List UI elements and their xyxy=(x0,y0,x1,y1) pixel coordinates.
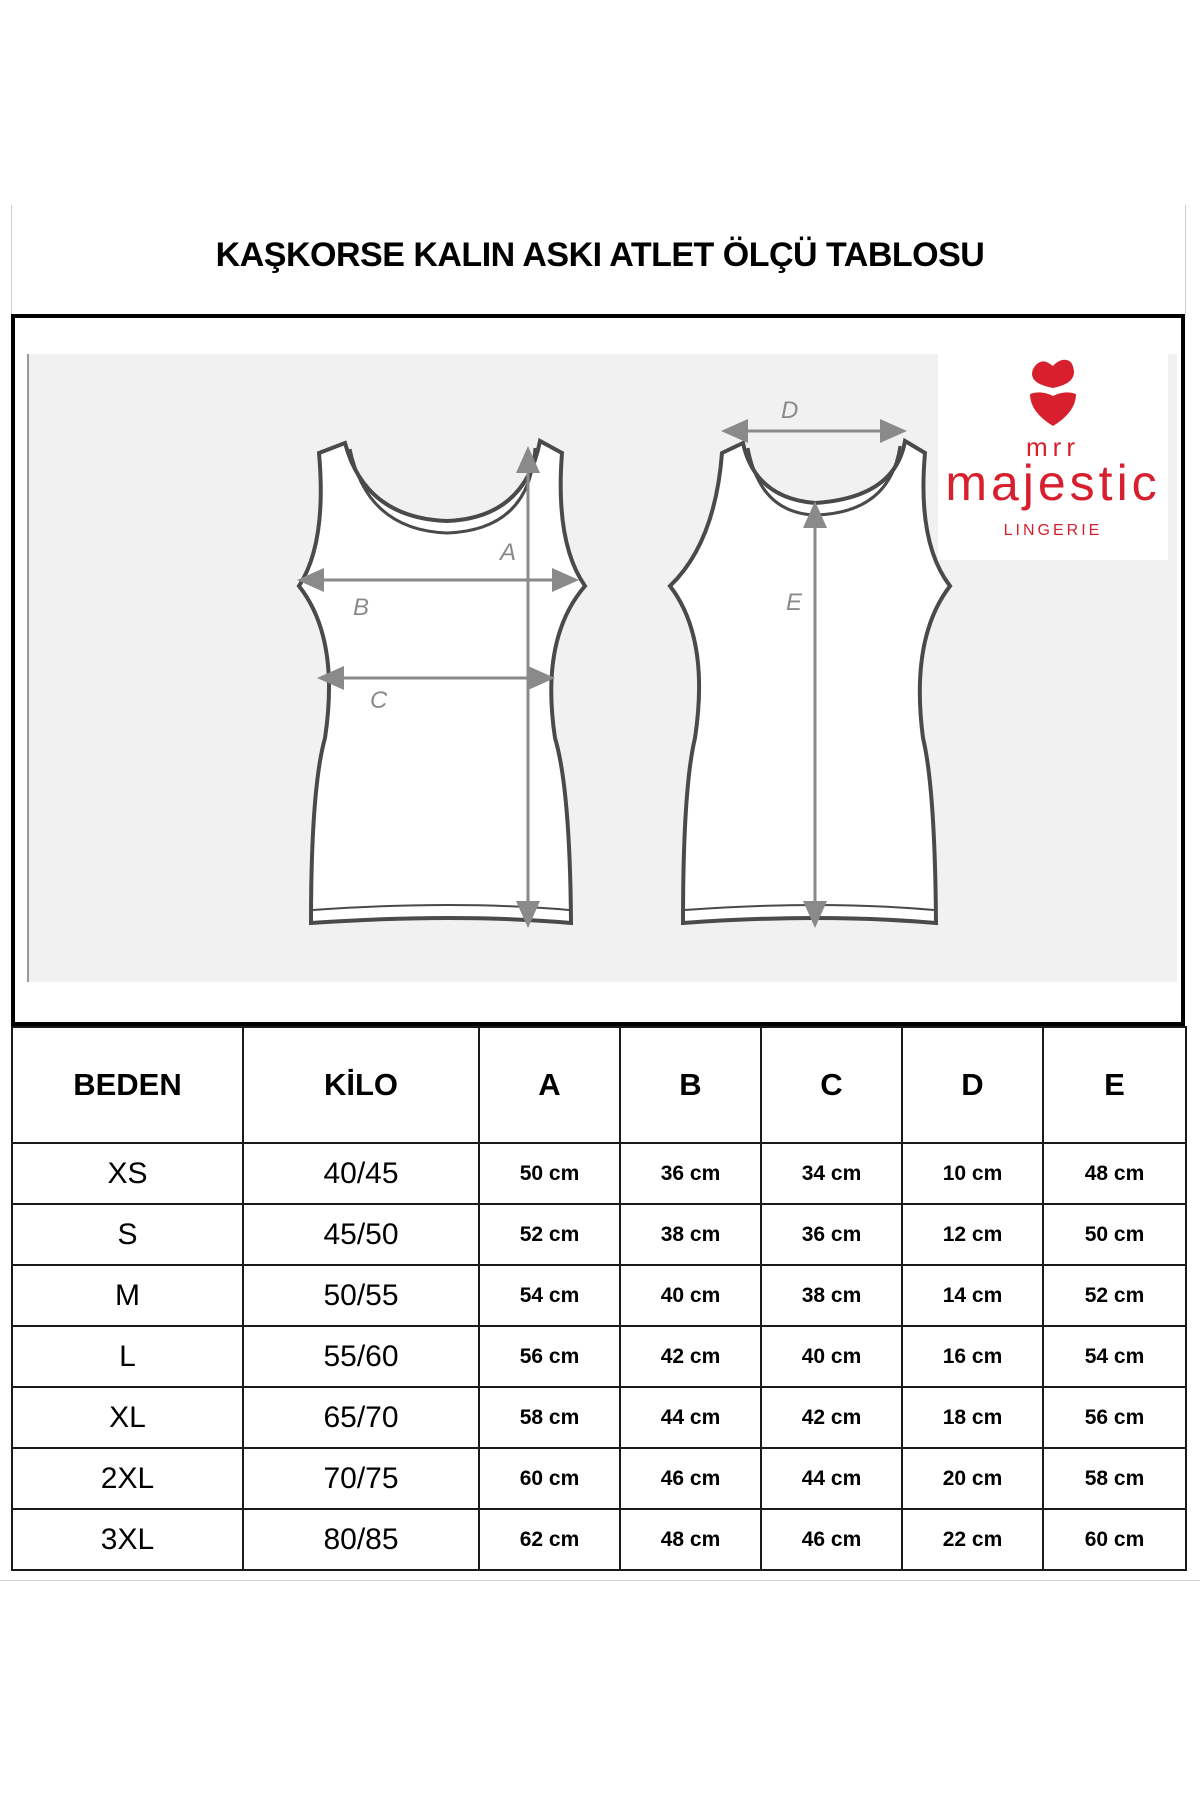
measure-b-cell: 36 cm xyxy=(620,1143,761,1204)
column-header: C xyxy=(761,1027,902,1143)
column-header: D xyxy=(902,1027,1043,1143)
table-row xyxy=(12,1204,1186,1265)
table-row xyxy=(12,1265,1186,1326)
logo-brand-name: majestic xyxy=(945,455,1161,511)
kilo-cell: 70/75 xyxy=(243,1448,479,1509)
measure-e-cell: 52 cm xyxy=(1043,1265,1186,1326)
column-header: E xyxy=(1043,1027,1186,1143)
size-cell: 2XL xyxy=(12,1448,243,1509)
measure-d-cell: 10 cm xyxy=(902,1143,1043,1204)
back-tank-top xyxy=(670,441,950,923)
kilo-cell: 65/70 xyxy=(243,1387,479,1448)
measure-a-cell: 58 cm xyxy=(479,1387,620,1448)
kilo-cell: 40/45 xyxy=(243,1143,479,1204)
kilo-cell: 50/55 xyxy=(243,1265,479,1326)
logo-mrr-text: mrr xyxy=(1026,432,1080,462)
page-title: KAŞKORSE KALIN ASKI ATLET ÖLÇÜ TABLOSU xyxy=(215,236,985,274)
measure-e-cell: 54 cm xyxy=(1043,1326,1186,1387)
measurement-diagram xyxy=(11,314,1185,1026)
measure-e-cell: 48 cm xyxy=(1043,1143,1186,1204)
measure-d-cell: 12 cm xyxy=(902,1204,1043,1265)
size-cell: XL xyxy=(12,1387,243,1448)
front-tank-top xyxy=(299,441,585,923)
measure-d-cell: 14 cm xyxy=(902,1265,1043,1326)
lingerie-emblem-icon xyxy=(938,354,1168,434)
sheet-gridline xyxy=(0,1580,1200,1581)
size-cell: 3XL xyxy=(12,1509,243,1570)
logo-tagline: LINGERIE xyxy=(1003,522,1103,539)
column-header: B xyxy=(620,1027,761,1143)
measure-d-cell: 22 cm xyxy=(902,1509,1043,1570)
label-e: E xyxy=(786,589,803,616)
measure-a-cell: 56 cm xyxy=(479,1326,620,1387)
measure-b-cell: 46 cm xyxy=(620,1448,761,1509)
label-c: C xyxy=(370,687,388,714)
size-cell: M xyxy=(12,1265,243,1326)
measure-b-cell: 38 cm xyxy=(620,1204,761,1265)
table-row xyxy=(12,1509,1186,1570)
measure-b-cell: 40 cm xyxy=(620,1265,761,1326)
measure-a-cell: 54 cm xyxy=(479,1265,620,1326)
measure-a-cell: 50 cm xyxy=(479,1143,620,1204)
measure-a-cell: 60 cm xyxy=(479,1448,620,1509)
label-a: A xyxy=(500,539,517,566)
measure-a-cell: 52 cm xyxy=(479,1204,620,1265)
measure-e-cell: 58 cm xyxy=(1043,1448,1186,1509)
table-header-row xyxy=(12,1027,1186,1143)
measure-e-cell: 50 cm xyxy=(1043,1204,1186,1265)
front-tank-outline xyxy=(299,441,585,923)
brand-logo xyxy=(938,354,1168,560)
measure-b-cell: 48 cm xyxy=(620,1509,761,1570)
measure-c-cell: 42 cm xyxy=(761,1387,902,1448)
column-header: A xyxy=(479,1027,620,1143)
measure-e-cell: 60 cm xyxy=(1043,1509,1186,1570)
measure-e-cell: 56 cm xyxy=(1043,1387,1186,1448)
measure-c-cell: 40 cm xyxy=(761,1326,902,1387)
table-row xyxy=(12,1326,1186,1387)
size-cell: S xyxy=(12,1204,243,1265)
label-d: D xyxy=(781,397,799,424)
measure-c-cell: 44 cm xyxy=(761,1448,902,1509)
kilo-cell: 45/50 xyxy=(243,1204,479,1265)
table-row xyxy=(12,1387,1186,1448)
table-row xyxy=(12,1448,1186,1509)
measure-b-cell: 44 cm xyxy=(620,1387,761,1448)
column-header: BEDEN xyxy=(12,1027,243,1143)
measure-c-cell: 38 cm xyxy=(761,1265,902,1326)
label-b: B xyxy=(353,594,370,621)
kilo-cell: 55/60 xyxy=(243,1326,479,1387)
measure-c-cell: 36 cm xyxy=(761,1204,902,1265)
measure-a-cell: 62 cm xyxy=(479,1509,620,1570)
kilo-cell: 80/85 xyxy=(243,1509,479,1570)
measure-c-cell: 46 cm xyxy=(761,1509,902,1570)
measure-d-cell: 16 cm xyxy=(902,1326,1043,1387)
measure-d-cell: 18 cm xyxy=(902,1387,1043,1448)
measure-b-cell: 42 cm xyxy=(620,1326,761,1387)
size-table xyxy=(11,1026,1187,1571)
size-cell: XS xyxy=(12,1143,243,1204)
column-header: KİLO xyxy=(243,1027,479,1143)
size-cell: L xyxy=(12,1326,243,1387)
table-row xyxy=(12,1143,1186,1204)
measure-c-cell: 34 cm xyxy=(761,1143,902,1204)
measure-d-cell: 20 cm xyxy=(902,1448,1043,1509)
